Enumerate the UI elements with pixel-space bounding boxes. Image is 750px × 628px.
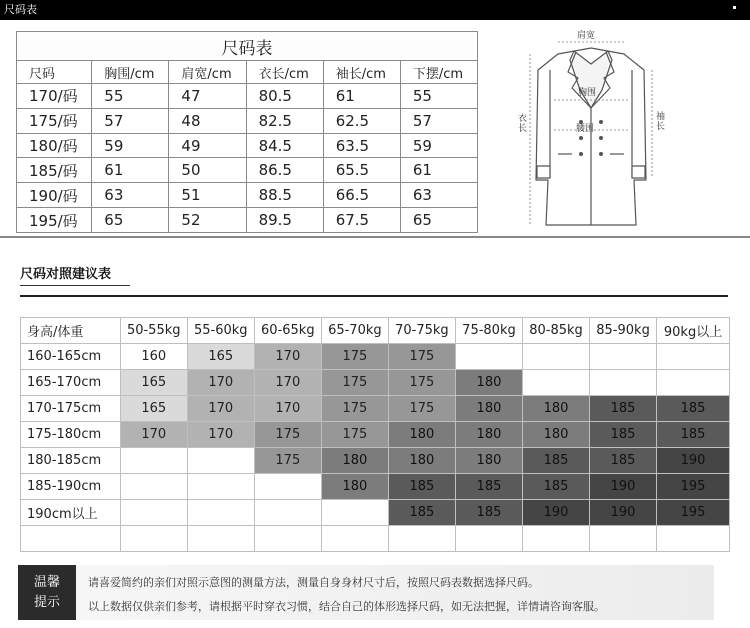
size-cell: 59: [92, 133, 169, 158]
top-bar-title: 尺码表: [4, 3, 37, 16]
recommend-cell: [120, 448, 187, 474]
title-underline: [20, 285, 130, 286]
height-row: [21, 500, 730, 526]
size-cell: 48: [169, 108, 246, 133]
height-header: 170-175cm: [21, 396, 121, 422]
weight-header-row: [21, 318, 730, 344]
recommend-cell: 175: [321, 370, 388, 396]
size-cell: 63: [400, 183, 477, 208]
size-table: [16, 31, 478, 233]
size-cell: 55: [92, 83, 169, 108]
recommend-cell: 175: [388, 396, 455, 422]
recommend-cell: 185: [522, 474, 589, 500]
recommend-cell: [455, 344, 522, 370]
recommend-cell: 170: [254, 396, 321, 422]
size-cell: 170/码: [17, 83, 92, 108]
recommend-cell: 165: [120, 370, 187, 396]
recommend-cell: 175: [388, 344, 455, 370]
height-row: [21, 344, 730, 370]
size-cell: 185/码: [17, 158, 92, 183]
recommend-cell: 185: [657, 396, 730, 422]
top-bar-dot: [733, 6, 736, 9]
recommend-cell: [590, 344, 657, 370]
recommend-cell: [187, 474, 254, 500]
size-cell: 175/码: [17, 108, 92, 133]
height-header: 185-190cm: [21, 474, 121, 500]
recommend-cell: 170: [187, 396, 254, 422]
recommend-cell: [120, 500, 187, 526]
sleeve-label: 袖长: [656, 112, 666, 132]
height-header: 165-170cm: [21, 370, 121, 396]
size-row: [17, 158, 478, 183]
recommend-cell: 175: [388, 370, 455, 396]
recommend-cell: 190: [590, 474, 657, 500]
size-row: [17, 208, 478, 233]
section-rule: [20, 295, 728, 297]
size-header: 尺码: [17, 61, 92, 84]
recommend-cell: 175: [321, 344, 388, 370]
shoulder-label: 肩宽: [577, 31, 596, 41]
recommend-cell: 190: [522, 500, 589, 526]
recommend-cell: 195: [657, 474, 730, 500]
recommend-cell: [187, 526, 254, 552]
size-cell: 80.5: [246, 83, 323, 108]
recommend-cell: 190: [590, 500, 657, 526]
recommend-cell: 170: [120, 422, 187, 448]
height-row: [21, 474, 730, 500]
hem-header: 下摆/cm: [400, 61, 477, 84]
size-cell: 49: [169, 133, 246, 158]
recommend-cell: 180: [321, 448, 388, 474]
recommend-cell: [388, 526, 455, 552]
recommend-section-title: 尺码对照建议表: [20, 267, 112, 282]
size-cell: 84.5: [246, 133, 323, 158]
recommend-cell: 180: [522, 396, 589, 422]
recommend-cell: 160: [120, 344, 187, 370]
tip-badge: [18, 565, 76, 620]
height-header: 160-165cm: [21, 344, 121, 370]
recommend-cell: 170: [187, 370, 254, 396]
size-cell: 57: [92, 108, 169, 133]
recommend-cell: [254, 500, 321, 526]
length-header: 衣长/cm: [246, 61, 323, 84]
weight-header: 85-90kg: [590, 318, 657, 344]
coat-measurement-diagram: [506, 30, 676, 230]
chest-label: 胸围: [578, 88, 597, 98]
recommend-cell: [254, 474, 321, 500]
size-cell: 65.5: [323, 158, 400, 183]
size-recommendation-table: [20, 317, 730, 552]
recommend-cell: 180: [455, 396, 522, 422]
size-cell: 89.5: [246, 208, 323, 233]
recommend-cell: [657, 344, 730, 370]
recommend-cell: 165: [187, 344, 254, 370]
recommend-cell: [455, 526, 522, 552]
size-cell: 50: [169, 158, 246, 183]
height-row: [21, 448, 730, 474]
size-cell: 190/码: [17, 183, 92, 208]
size-cell: 63: [92, 183, 169, 208]
size-cell: 61: [400, 158, 477, 183]
recommend-cell: 170: [254, 370, 321, 396]
tip-text-line1: 请喜爱简约的亲们对照示意图的测量方法，测量自身身材尺寸后，按照尺码表数据选择尺码。: [88, 576, 539, 589]
size-cell: 65: [400, 208, 477, 233]
tip-text-line2: 以上数据仅供亲们参考，请根据平时穿衣习惯，结合自己的体形选择尺码，如无法把握，详情请咨询客服。: [88, 600, 605, 613]
recommend-cell: [187, 500, 254, 526]
recommend-cell: 175: [254, 422, 321, 448]
height-header: 175-180cm: [21, 422, 121, 448]
size-cell: 195/码: [17, 208, 92, 233]
size-cell: 61: [323, 83, 400, 108]
size-cell: 63.5: [323, 133, 400, 158]
recommend-cell: 185: [590, 448, 657, 474]
weight-header: 65-70kg: [321, 318, 388, 344]
size-cell: 65: [92, 208, 169, 233]
recommend-cell: [590, 526, 657, 552]
recommend-cell: 185: [388, 474, 455, 500]
recommend-cell: 180: [455, 370, 522, 396]
height-row: [21, 396, 730, 422]
size-row: [17, 83, 478, 108]
height-row: [21, 422, 730, 448]
recommend-cell: [321, 526, 388, 552]
recommend-cell: 180: [388, 422, 455, 448]
recommend-cell: 185: [455, 500, 522, 526]
recommend-cell: [187, 448, 254, 474]
recommend-cell: 180: [388, 448, 455, 474]
recommend-cell: 170: [187, 422, 254, 448]
size-row: [17, 133, 478, 158]
recommend-cell: 180: [455, 422, 522, 448]
recommend-cell: [522, 370, 589, 396]
tip-badge-line2: 提示: [33, 595, 60, 610]
size-cell: 62.5: [323, 108, 400, 133]
recommend-cell: [120, 474, 187, 500]
size-cell: 88.5: [246, 183, 323, 208]
height-row: [21, 526, 730, 552]
size-cell: 82.5: [246, 108, 323, 133]
recommend-cell: 185: [590, 422, 657, 448]
recommend-cell: [657, 526, 730, 552]
size-cell: 180/码: [17, 133, 92, 158]
height-header: 190cm以上: [21, 500, 121, 526]
height-row: [21, 370, 730, 396]
size-cell: 66.5: [323, 183, 400, 208]
recommend-cell: 195: [657, 500, 730, 526]
recommend-cell: 190: [657, 448, 730, 474]
size-cell: 67.5: [323, 208, 400, 233]
recommend-cell: 185: [388, 500, 455, 526]
size-row: [17, 108, 478, 133]
sleeve-header: 袖长/cm: [323, 61, 400, 84]
recommend-cell: 175: [254, 448, 321, 474]
recommend-cell: 165: [120, 396, 187, 422]
size-cell: 51: [169, 183, 246, 208]
recommend-cell: [590, 370, 657, 396]
size-cell: 52: [169, 208, 246, 233]
weight-header: 50-55kg: [120, 318, 187, 344]
recommend-cell: 185: [522, 448, 589, 474]
recommend-cell: 185: [590, 396, 657, 422]
weight-header: 90kg以上: [657, 318, 730, 344]
corner-header: 身高/体重: [21, 318, 121, 344]
recommend-cell: [657, 370, 730, 396]
weight-header: 70-75kg: [388, 318, 455, 344]
size-cell: 59: [400, 133, 477, 158]
size-cell: 47: [169, 83, 246, 108]
tip-badge-line1: 温馨: [33, 575, 60, 590]
length-label: 衣长: [518, 114, 528, 134]
height-header: [21, 526, 121, 552]
recommend-cell: [254, 526, 321, 552]
size-table-title: 尺码表: [17, 32, 478, 61]
recommend-cell: 185: [657, 422, 730, 448]
recommend-cell: 185: [455, 474, 522, 500]
recommend-cell: 180: [522, 422, 589, 448]
chest-header: 胸围/cm: [92, 61, 169, 84]
weight-header: 60-65kg: [254, 318, 321, 344]
weight-header: 75-80kg: [455, 318, 522, 344]
recommend-cell: 170: [254, 344, 321, 370]
recommend-cell: 180: [455, 448, 522, 474]
recommend-cell: 180: [321, 474, 388, 500]
size-cell: 61: [92, 158, 169, 183]
recommend-cell: [120, 526, 187, 552]
size-cell: 86.5: [246, 158, 323, 183]
size-row: [17, 183, 478, 208]
recommend-cell: [321, 500, 388, 526]
shoulder-header: 肩宽/cm: [169, 61, 246, 84]
weight-header: 80-85kg: [522, 318, 589, 344]
height-header: 180-185cm: [21, 448, 121, 474]
recommend-cell: 175: [321, 396, 388, 422]
recommend-cell: [522, 526, 589, 552]
section-divider: [0, 236, 750, 238]
recommend-cell: 175: [321, 422, 388, 448]
size-cell: 55: [400, 83, 477, 108]
top-title-bar: [0, 0, 750, 20]
weight-header: 55-60kg: [187, 318, 254, 344]
waist-label: 腰围: [576, 124, 595, 134]
size-cell: 57: [400, 108, 477, 133]
recommend-cell: [522, 344, 589, 370]
tip-box: [18, 565, 714, 620]
